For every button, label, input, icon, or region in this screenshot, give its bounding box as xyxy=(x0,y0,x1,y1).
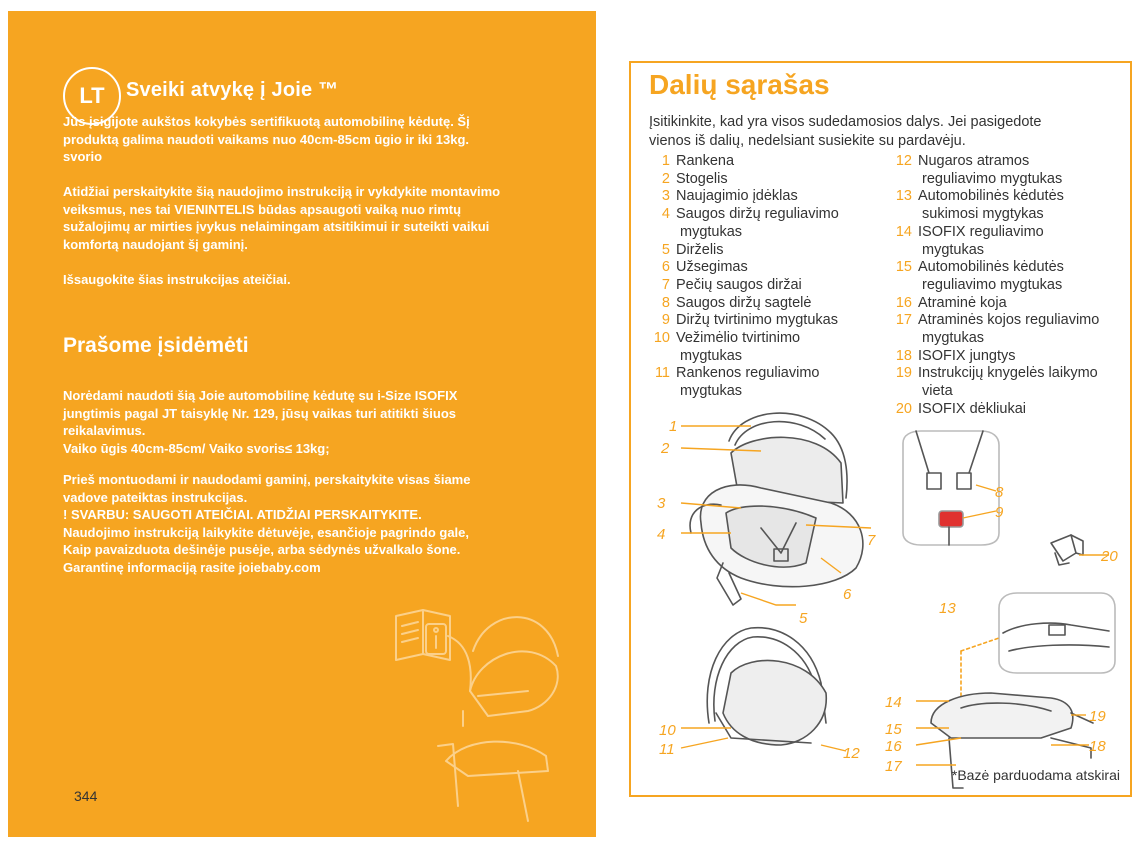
parts-list-column-2 xyxy=(893,153,1099,419)
part-item: 14 ISOFIX reguliavimo mygtukas xyxy=(895,223,1044,258)
diagram-label-7: 7 xyxy=(867,532,876,549)
part-item: 2 Stogelis xyxy=(661,170,728,187)
diagram-label-19: 19 xyxy=(1089,708,1106,725)
welcome-title: Sveiki atvykę į Joie ™ xyxy=(126,79,339,101)
manual-storage-illustration xyxy=(378,596,578,836)
parts-list-panel xyxy=(629,61,1132,797)
part-item: 17 Atraminės kojos reguliavimo mygtukas xyxy=(895,312,1100,347)
intro-paragraph: Jūs įsigijote aukštos kokybės sertifikuotą automobilinę kėdutę. Šį produktą galima naudoti vaikams nuo 40cm-85cm ūgio ir iki 13kg. svorio xyxy=(63,114,470,164)
diagram-label-20: 20 xyxy=(1101,548,1118,565)
part-item: 9 Diržų tvirtinimo mygtukas xyxy=(661,312,838,329)
read-instructions-paragraph: Atidžiai perskaitykite šią naudojimo instrukciją ir vykdykite montavimo veiksmus, nes tai VIENINTELIS būdas apsaugoti vaiką nuo rimtų sužalojimų ar mirties įvykus nelaimingam atsitikimui ir suteikti vaikui komfortą naudojant šį gaminį. xyxy=(63,184,501,252)
diagram-label-4: 4 xyxy=(657,526,666,543)
part-item: 5 Dirželis xyxy=(661,241,724,258)
diagram-label-16: 16 xyxy=(885,738,902,755)
part-item: 6 Užsegimas xyxy=(661,259,748,276)
part-item: 20 ISOFIX dėkliukai xyxy=(895,400,1026,417)
diagram-label-8: 8 xyxy=(995,484,1004,501)
note-title: Prašome įsidėmėti xyxy=(63,334,249,357)
diagram-label-15: 15 xyxy=(885,721,902,738)
part-item: 15 Automobilinės kėdutės reguliavimo mygtukas xyxy=(895,259,1064,293)
diagram-label-5: 5 xyxy=(799,610,808,627)
diagram-label-1: 1 xyxy=(669,418,678,435)
part-item: 16 Atraminė koja xyxy=(895,294,1007,311)
diagram-label-11: 11 xyxy=(659,741,675,758)
warning-paragraph: Prieš montuodami ir naudodami gaminį, perskaitykite visas šiame vadove pateiktas instrukcijas. ! SVARBU: SAUGOTI ATEIČIAI. ATIDŽIAI PERSKAITYKITE. Naudojimo instrukciją laikykite dėtuvėje, esančioje pagrindo gale, Kaip pavaizduota dešinėje pusėje, arba sėdynės užvalkalo šone. Garantinę informaciją rasite joiebaby.com xyxy=(63,472,471,575)
part-item: 11 Rankenos reguliavimo mygtukas xyxy=(654,365,820,400)
diagram-label-3: 3 xyxy=(657,495,666,512)
part-item: 3 Naujagimio įdėklas xyxy=(661,188,798,205)
diagram-label-2: 2 xyxy=(661,440,670,457)
part-item: 8 Saugos diržų sagtelė xyxy=(661,294,812,311)
parts-list-title: Dalių sąrašas xyxy=(649,69,830,100)
part-item: 19 Instrukcijų knygelės laikymo vieta xyxy=(895,365,1098,400)
diagram-label-17: 17 xyxy=(885,758,902,775)
diagram-label-18: 18 xyxy=(1089,738,1106,755)
part-item: 1 Rankena xyxy=(661,153,735,169)
requirements-paragraph: Norėdami naudoti šią Joie automobilinę kėdutę su i-Size ISOFIX jungtimis pagal JT taisyklę Nr. 129, jūsų vaikas turi atitikti šiuos reikalavimus. Vaiko ūgis 40cm-85cm/ Vaiko svoris≤ 13kg; xyxy=(63,388,458,456)
car-seat-front-illustration xyxy=(690,413,863,605)
diagram-label-9: 9 xyxy=(995,504,1004,521)
diagram-label-10: 10 xyxy=(659,722,676,739)
base-rotate-button-detail xyxy=(999,593,1115,673)
diagram-label-6: 6 xyxy=(843,586,852,603)
diagram-label-12: 12 xyxy=(843,745,860,762)
page-number: 344 xyxy=(74,788,98,804)
save-instructions-paragraph: Išsaugokite šias instrukcijas ateičiai. xyxy=(63,272,291,287)
footnote: *Bazė parduodama atskirai xyxy=(951,767,1120,783)
part-item: 10 Vežimėlio tvirtinimo mygtukas xyxy=(653,330,801,364)
parts-intro: Įsitikinkite, kad yra visos sudedamosios dalys. Jei pasigedote vienos iš dalių, nedelsiant susiekite su pardavėju. xyxy=(649,114,1042,149)
parts-list-column-1 xyxy=(651,153,839,401)
part-item: 13 Automobilinės kėdutės sukimosi mygtykas xyxy=(895,188,1064,223)
isofix-guides-detail xyxy=(1051,535,1083,565)
diagram-label-13: 13 xyxy=(939,600,956,617)
part-item: 4 Saugos diržų reguliavimo mygtukas xyxy=(661,206,839,240)
diagram-label-14: 14 xyxy=(885,694,902,711)
left-page-panel xyxy=(8,11,596,837)
language-badge: LT xyxy=(63,67,121,125)
part-item: 18 ISOFIX jungtys xyxy=(895,347,1016,364)
part-item: 12 Nugaros atramos reguliavimo mygtukas xyxy=(895,153,1063,187)
part-item: 7 Pečių saugos diržai xyxy=(661,276,802,293)
